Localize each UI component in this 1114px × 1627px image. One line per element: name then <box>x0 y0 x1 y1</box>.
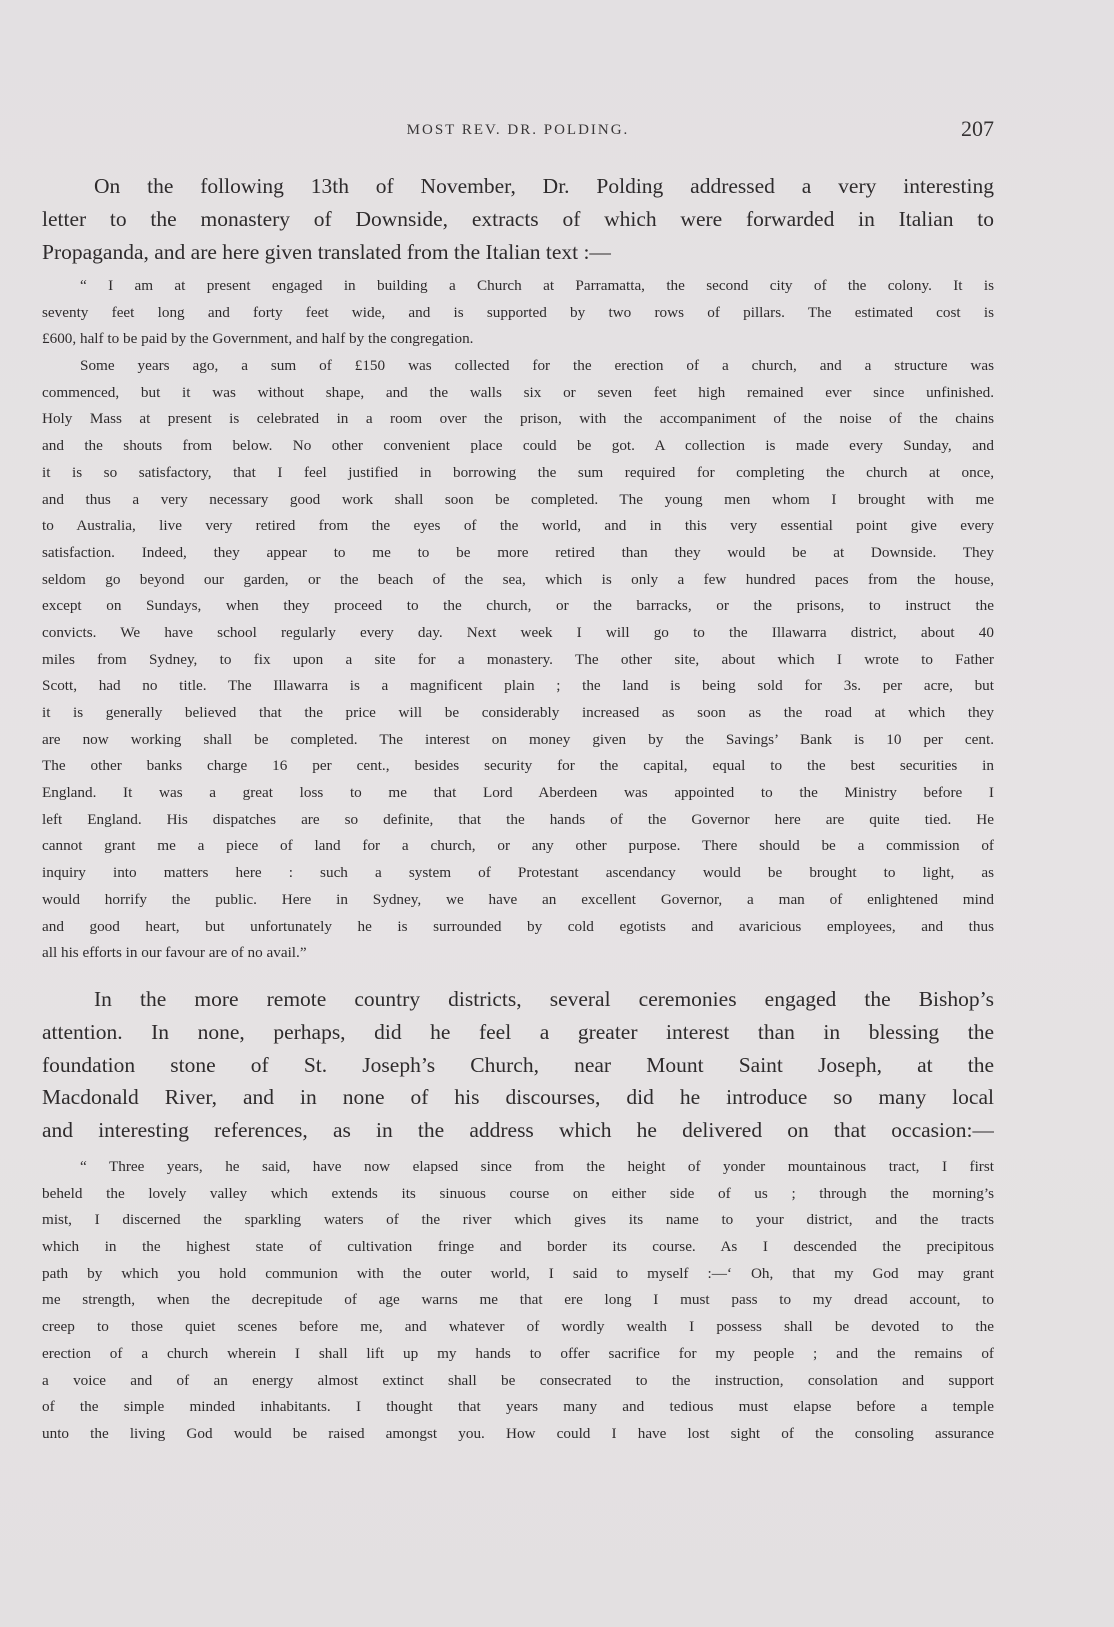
text-line: erection of a church wherein I shall lift up my hands to offer sacrifice for my people ; and the remains of <box>42 1344 994 1362</box>
text-line: beheld the lovely valley which extends its sinuous course on either side of us ; through the morning’s <box>42 1184 994 1202</box>
text-line: and interesting references, as in the address which he delivered on that occasion:— <box>42 1118 994 1143</box>
text-line: “ I am at present engaged in building a Church at Parramatta, the second city of the colony. It is <box>80 277 994 294</box>
text-line: which in the highest state of cultivation fringe and border its course. As I descended the precipitous <box>42 1238 994 1256</box>
text-line: commenced, but it was without shape, and the walls six or seven feet high remained ever since unfinished. <box>42 383 994 401</box>
text-line: On the following 13th of November, Dr. Polding addressed a very interesting <box>94 174 994 198</box>
text-line: creep to those quiet scenes before me, and whatever of wordly wealth I possess shall be devoted to the <box>42 1318 994 1336</box>
text-line: would horrify the public. Here in Sydney, we have an excellent Governor, a man of enlightened mind <box>42 890 994 908</box>
text-line: satisfaction. Indeed, they appear to me to be more retired than they would be at Downside. They <box>42 543 994 561</box>
text-line: to Australia, live very retired from the eyes of the world, and in this very essential point give every <box>42 517 994 535</box>
text-line: foundation stone of St. Joseph’s Church, near Mount Saint Joseph, at the <box>42 1052 994 1077</box>
text-line: except on Sundays, when they proceed to the church, or the barracks, or the prisons, to instruct the <box>42 597 994 615</box>
text-line: path by which you hold communion with the outer world, I said to myself :—‘ Oh, that my God may grant <box>42 1264 994 1282</box>
text-line: £600, half to be paid by the Government, and half by the congregation. <box>42 330 474 348</box>
text-line: Scott, had no title. The Illawarra is a magnificent plain ; the land is being sold for 3s. per acre, but <box>42 677 994 695</box>
text-line: seldom go beyond our garden, or the beach of the sea, which is only a few hundred paces from the house, <box>42 570 994 588</box>
text-line: cannot grant me a piece of land for a church, or any other purpose. There should be a commission of <box>42 837 994 855</box>
text-line: it is so satisfactory, that I feel justified in borrowing the sum required for completing the church at once, <box>42 463 994 481</box>
text-line: “ Three years, he said, have now elapsed since from the height of yonder mountainous tract, I first <box>80 1158 994 1175</box>
text-line: In the more remote country districts, several ceremonies engaged the Bishop’s <box>94 987 994 1011</box>
letter-quotation <box>42 273 994 967</box>
text-line: attention. In none, perhaps, did he feel a greater interest than in blessing the <box>42 1019 994 1044</box>
text-line: Holy Mass at present is celebrated in a room over the prison, with the accompaniment of the noise of the chains <box>42 410 994 428</box>
address-quotation <box>42 1154 994 1448</box>
intro-paragraph <box>42 170 994 268</box>
text-line: The other banks charge 16 per cent., besides security for the capital, equal to the best securities in <box>42 757 994 775</box>
running-head <box>42 116 994 152</box>
text-line: all his efforts in our favour are of no avail.” <box>42 944 307 962</box>
page-number: 207 <box>961 116 994 141</box>
text-line: it is generally believed that the price will be considerably increased as soon as the road at which they <box>42 704 994 721</box>
running-title: MOST REV. DR. POLDING. <box>406 122 630 138</box>
text-line: England. It was a great loss to me that Lord Aberdeen was appointed to the Ministry before I <box>42 784 994 802</box>
text-line: are now working shall be completed. The interest on money given by the Savings’ Bank is 10 per cent. <box>42 730 994 748</box>
text-line: Propaganda, and are here given translated from the Italian text :— <box>42 239 611 264</box>
text-line: inquiry into matters here : such a system of Protestant ascendancy would be brought to light, as <box>42 864 994 882</box>
text-line: of the simple minded inhabitants. I thought that years many and tedious must elapse before a temple <box>42 1398 994 1416</box>
text-line: a voice and of an energy almost extinct shall be consecrated to the instruction, consolation and support <box>42 1371 994 1389</box>
text-line: mist, I discerned the sparkling waters of the river which gives its name to your district, and the tracts <box>42 1211 994 1229</box>
text-line: miles from Sydney, to fix upon a site for a monastery. The other site, about which I wrote to Father <box>42 650 994 668</box>
text-line: Macdonald River, and in none of his discourses, did he introduce so many local <box>42 1085 994 1110</box>
text-line: convicts. We have school regularly every day. Next week I will go to the Illawarra district, about 40 <box>42 623 994 641</box>
text-line: letter to the monastery of Downside, extracts of which were forwarded in Italian to <box>42 206 994 231</box>
text-line: and good heart, but unfortunately he is surrounded by cold egotists and avaricious employees, and thus <box>42 917 994 935</box>
text-line: and thus a very necessary good work shall soon be completed. The young men whom I brought with me <box>42 490 994 508</box>
text-line: left England. His dispatches are so definite, that the hands of the Governor here are quite tied. He <box>42 810 994 828</box>
text-line: seventy feet long and forty feet wide, and is supported by two rows of pillars. The estimated cost is <box>42 303 994 321</box>
text-line: and the shouts from below. No other convenient place could be got. A collection is made every Sunday, and <box>42 437 994 455</box>
narrative-paragraph <box>42 983 994 1147</box>
text-line: unto the living God would be raised amongst you. How could I have lost sight of the consoling assurance <box>42 1424 994 1442</box>
text-line: Some years ago, a sum of £150 was collected for the erection of a church, and a structure was <box>80 357 994 375</box>
text-line: me strength, when the decrepitude of age warns me that ere long I must pass to my dread account, to <box>42 1291 994 1309</box>
